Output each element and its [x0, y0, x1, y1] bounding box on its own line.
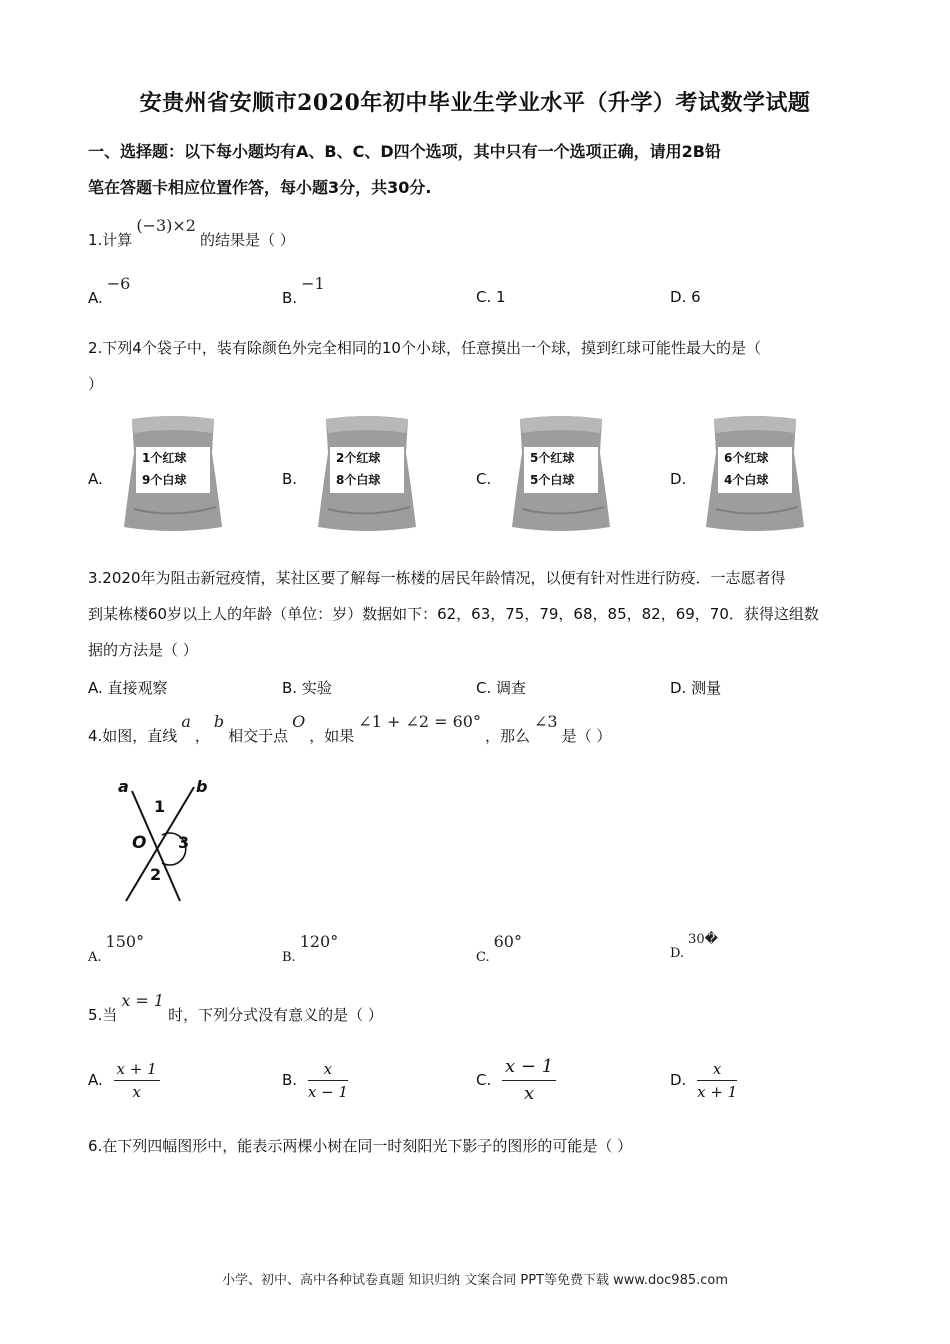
- question-3: [88, 560, 866, 668]
- fraction-numerator: x + 1: [114, 1058, 160, 1081]
- q2-option-c-red: 5个红球: [530, 451, 575, 465]
- q2-option-b-red: 2个红球: [336, 451, 381, 465]
- q5-option-c-label: C.: [476, 1071, 492, 1089]
- q2-line1: 2.下列4个袋子中，装有除颜色外完全相同的10个小球，任意摸出一个球，摸到红球可能性最大的是（: [88, 339, 761, 357]
- q4-suffix: 是（ ）: [561, 727, 612, 745]
- question-2: [88, 330, 866, 402]
- q1-option-a-value: −6: [106, 274, 131, 293]
- q2-option-a-red: 1个红球: [142, 451, 187, 465]
- section-heading: [88, 134, 868, 206]
- fraction-numerator: x: [308, 1058, 348, 1081]
- question-1: [88, 216, 295, 252]
- q4-option-b: [282, 932, 342, 965]
- q4-figure-label-3: 3: [178, 833, 190, 852]
- q3-line1: 3.2020年为阻击新冠疫情，某社区要了解每一栋楼的居民年龄情况，以便有针对性进行防疫．一志愿者得: [88, 569, 786, 587]
- q4-option-d: [670, 932, 722, 961]
- q2-option-d-red: 6个红球: [724, 451, 769, 465]
- q4-comma: ，: [194, 727, 210, 745]
- q1-option-b-label: B.: [282, 289, 298, 307]
- q4-figure: [110, 775, 220, 905]
- fraction-denominator: x: [132, 1083, 141, 1101]
- page-title: 安贵州省安顺市2020年初中毕业生学业水平（升学）考试数学试题: [139, 90, 811, 116]
- fraction-numerator: x: [697, 1058, 737, 1081]
- q2-option-b-bag: [312, 413, 422, 533]
- q2-option-b-label: B.: [282, 470, 298, 488]
- q4-option-c-value: 60°: [493, 932, 522, 951]
- q1-expression: (−3)×2: [136, 216, 196, 235]
- question-5: [88, 991, 383, 1027]
- q2-option-b-white: 8个白球: [336, 473, 381, 487]
- q2-option-a-bag: [118, 413, 228, 533]
- q1-option-a-label: A.: [88, 289, 103, 307]
- section-heading-line1: 一、选择题：以下每小题均有A、B、C、D四个选项，其中只有一个选项正确，请用2B铅: [88, 142, 721, 161]
- q5-option-b-fraction: [308, 1058, 348, 1103]
- q4-line-b: b: [213, 712, 225, 731]
- q2-option-d-bag: [700, 413, 810, 533]
- q4-prefix: 4.如图，直线: [88, 727, 178, 745]
- q4-option-a-value: 150°: [105, 932, 145, 951]
- question-6: 6.在下列四幅图形中，能表示两棵小树在同一时刻阳光下影子的图形的可能是（ ）: [88, 1137, 633, 1155]
- fraction-denominator: x − 1: [307, 1083, 348, 1101]
- q5-suffix: 时，下列分式没有意义的是（ ）: [168, 1006, 383, 1024]
- q4-mid2: ，如果: [309, 727, 355, 745]
- q3-option-d: D. 测量: [670, 679, 722, 697]
- q4-option-a: [88, 932, 148, 965]
- fraction-denominator: x: [524, 1083, 535, 1104]
- q5-option-a-fraction: [114, 1058, 160, 1103]
- q5-option-a: [88, 1058, 160, 1103]
- section-heading-line2: 笔在答题卡相应位置作答，每小题3分，共30分.: [88, 178, 432, 197]
- q1-option-c: C. 1: [476, 288, 506, 306]
- q4-line-a: a: [181, 712, 191, 731]
- q1-option-a: [88, 274, 134, 307]
- q3-option-c: C. 调查: [476, 679, 527, 697]
- q4-option-d-label: D.: [670, 946, 685, 961]
- q4-angle3: ∠3: [533, 712, 558, 731]
- fraction-numerator: x − 1: [502, 1054, 556, 1081]
- q4-mid: 相交于点: [228, 727, 289, 745]
- q2-option-d-white: 4个白球: [724, 473, 769, 487]
- q4-figure-label-o: O: [132, 833, 147, 853]
- q5-prefix: 5.当: [88, 1006, 118, 1024]
- q4-option-c: [476, 932, 526, 965]
- q4-figure-label-a: a: [118, 777, 129, 796]
- q4-figure-label-2: 2: [150, 865, 162, 884]
- q5-option-b: [282, 1058, 348, 1103]
- q4-condition: ∠1 + ∠2 = 60°: [358, 712, 481, 731]
- q3-line3: 据的方法是（ ）: [88, 641, 198, 659]
- q3-line2: 到某栋楼60岁以上人的年龄（单位：岁）数据如下：62，63，75，79，68，85，82，69，70．获得这组数: [88, 605, 819, 623]
- q5-option-c: [476, 1054, 556, 1107]
- q2-option-c-label: C.: [476, 470, 492, 488]
- q3-option-a: A. 直接观察: [88, 679, 168, 697]
- q4-option-c-label: C.: [476, 950, 490, 965]
- q4-option-d-value: 30�: [688, 932, 718, 947]
- q4-mid3: ，那么: [484, 727, 530, 745]
- q2-option-c-bag: [506, 413, 616, 533]
- q4-option-a-label: A.: [88, 950, 102, 965]
- q1-option-b: [282, 274, 329, 307]
- fraction-denominator: x + 1: [697, 1083, 738, 1101]
- q2-line2: ）: [88, 375, 104, 393]
- q1-prefix: 1.计算: [88, 231, 133, 249]
- q5-option-d-fraction: [697, 1058, 737, 1103]
- q4-point-o: O: [292, 712, 306, 731]
- page-footer: 小学、初中、高中各种试卷真题 知识归纳 文案合同 PPT等免费下载 www.doc985.com: [221, 1273, 729, 1288]
- q4-option-b-value: 120°: [299, 932, 339, 951]
- q5-condition: x = 1: [121, 991, 165, 1010]
- q2-option-c-white: 5个白球: [530, 473, 575, 487]
- q4-figure-label-b: b: [196, 777, 208, 796]
- q5-option-d-label: D.: [670, 1071, 687, 1089]
- q1-option-b-value: −1: [301, 274, 325, 293]
- q1-option-d: D. 6: [670, 288, 701, 306]
- q5-option-b-label: B.: [282, 1071, 298, 1089]
- q2-option-d-label: D.: [670, 470, 687, 488]
- q4-figure-label-1: 1: [154, 797, 166, 816]
- q2-option-a-label: A.: [88, 470, 103, 488]
- q1-suffix: 的结果是（ ）: [199, 231, 295, 249]
- q5-option-a-label: A.: [88, 1071, 103, 1089]
- q5-option-c-fraction: [502, 1054, 556, 1107]
- question-4: [88, 712, 612, 748]
- q2-option-a-white: 9个白球: [142, 473, 187, 487]
- q4-option-b-label: B.: [282, 950, 296, 965]
- q3-option-b: B. 实验: [282, 679, 332, 697]
- q5-option-d: [670, 1058, 737, 1103]
